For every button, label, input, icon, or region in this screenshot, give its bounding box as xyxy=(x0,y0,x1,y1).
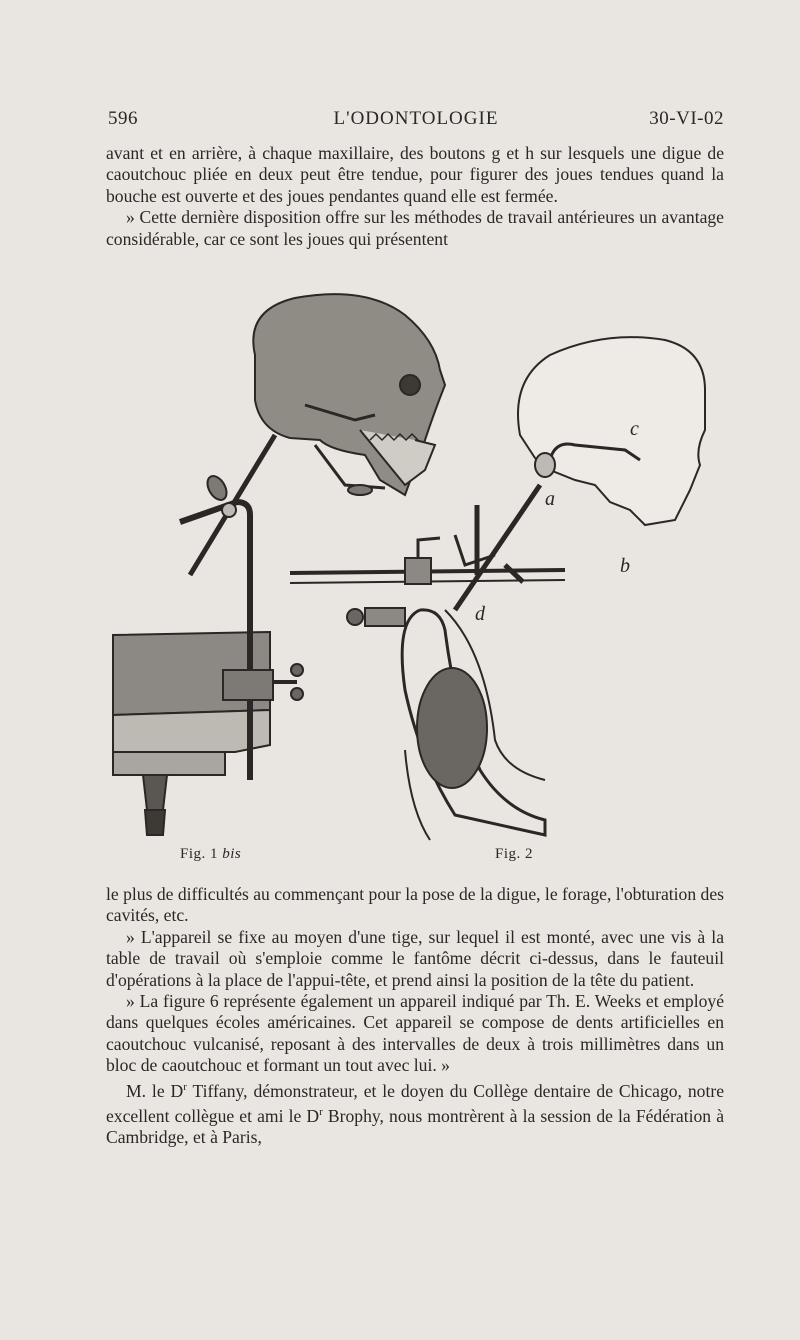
paragraph: » Cette dernière disposition offre sur les méthodes de travail antérieures un avantage considérable, car ce sont les joues qui présentent xyxy=(106,207,724,249)
journal-title: L'ODONTOLOGIE xyxy=(333,108,499,129)
paragraph: avant et en arrière, à chaque maxillaire, des boutons g et h sur lesquels une digue de caoutchouc pliée en deux peut être tendue, pour figurer des joues tendues quand la bouche est ouverte et des joues pendantes quand elle est fermée. xyxy=(106,143,724,206)
figure-1-caption: Fig. 1 bis xyxy=(180,846,242,862)
paragraph: » L'appareil se fixe au moyen d'une tige, sur lequel il est monté, avec une vis à la table de travail où s'emploie comme le fantôme décrit ci-dessus, dans le fauteuil d'opérations à la place de l'appui-tête, et prend ainsi la position de la tête du patient. xyxy=(106,926,724,990)
figure-label-a: a xyxy=(545,488,555,510)
figure-label-c: c xyxy=(630,418,639,440)
figure-label-d: d xyxy=(475,603,485,625)
issue-date: 30-VI-02 xyxy=(649,108,724,129)
paragraph: M. le $D^r$ Tiffany, démonstrateur, et le doyen du Collège dentaire de Chicago, notre excellent collègue et ami le $D^r$ Brophy, nous montrèrent à la session de la Fédération à Cambridge, et à Paris, xyxy=(106,1080,725,1148)
paragraph: » La figure 6 représente également un appareil indiqué par Th. E. Weeks et employé dans quelques écoles américaines. Cet appareil se compose de dents artificielles en caoutchouc vulcanisé, reposant à des intervalles de deux à trois millimètres dans un bloc de caoutchouc et formant un tout avec lui. » xyxy=(106,991,724,1076)
text-block-bottom xyxy=(106,884,724,1149)
page-number: 596 xyxy=(108,108,138,129)
figure-label-b: b xyxy=(620,555,630,577)
running-header xyxy=(108,108,724,136)
figure-1-bis-drawing xyxy=(113,294,445,835)
dental-phantom-illustrations xyxy=(105,290,639,850)
paragraph: le plus de difficultés au commençant pour la pose de la digue, le forage, l'obturation des cavités, etc. xyxy=(106,884,724,926)
figure-2-caption: Fig. 2 xyxy=(495,846,534,862)
text-block-top xyxy=(106,143,724,250)
